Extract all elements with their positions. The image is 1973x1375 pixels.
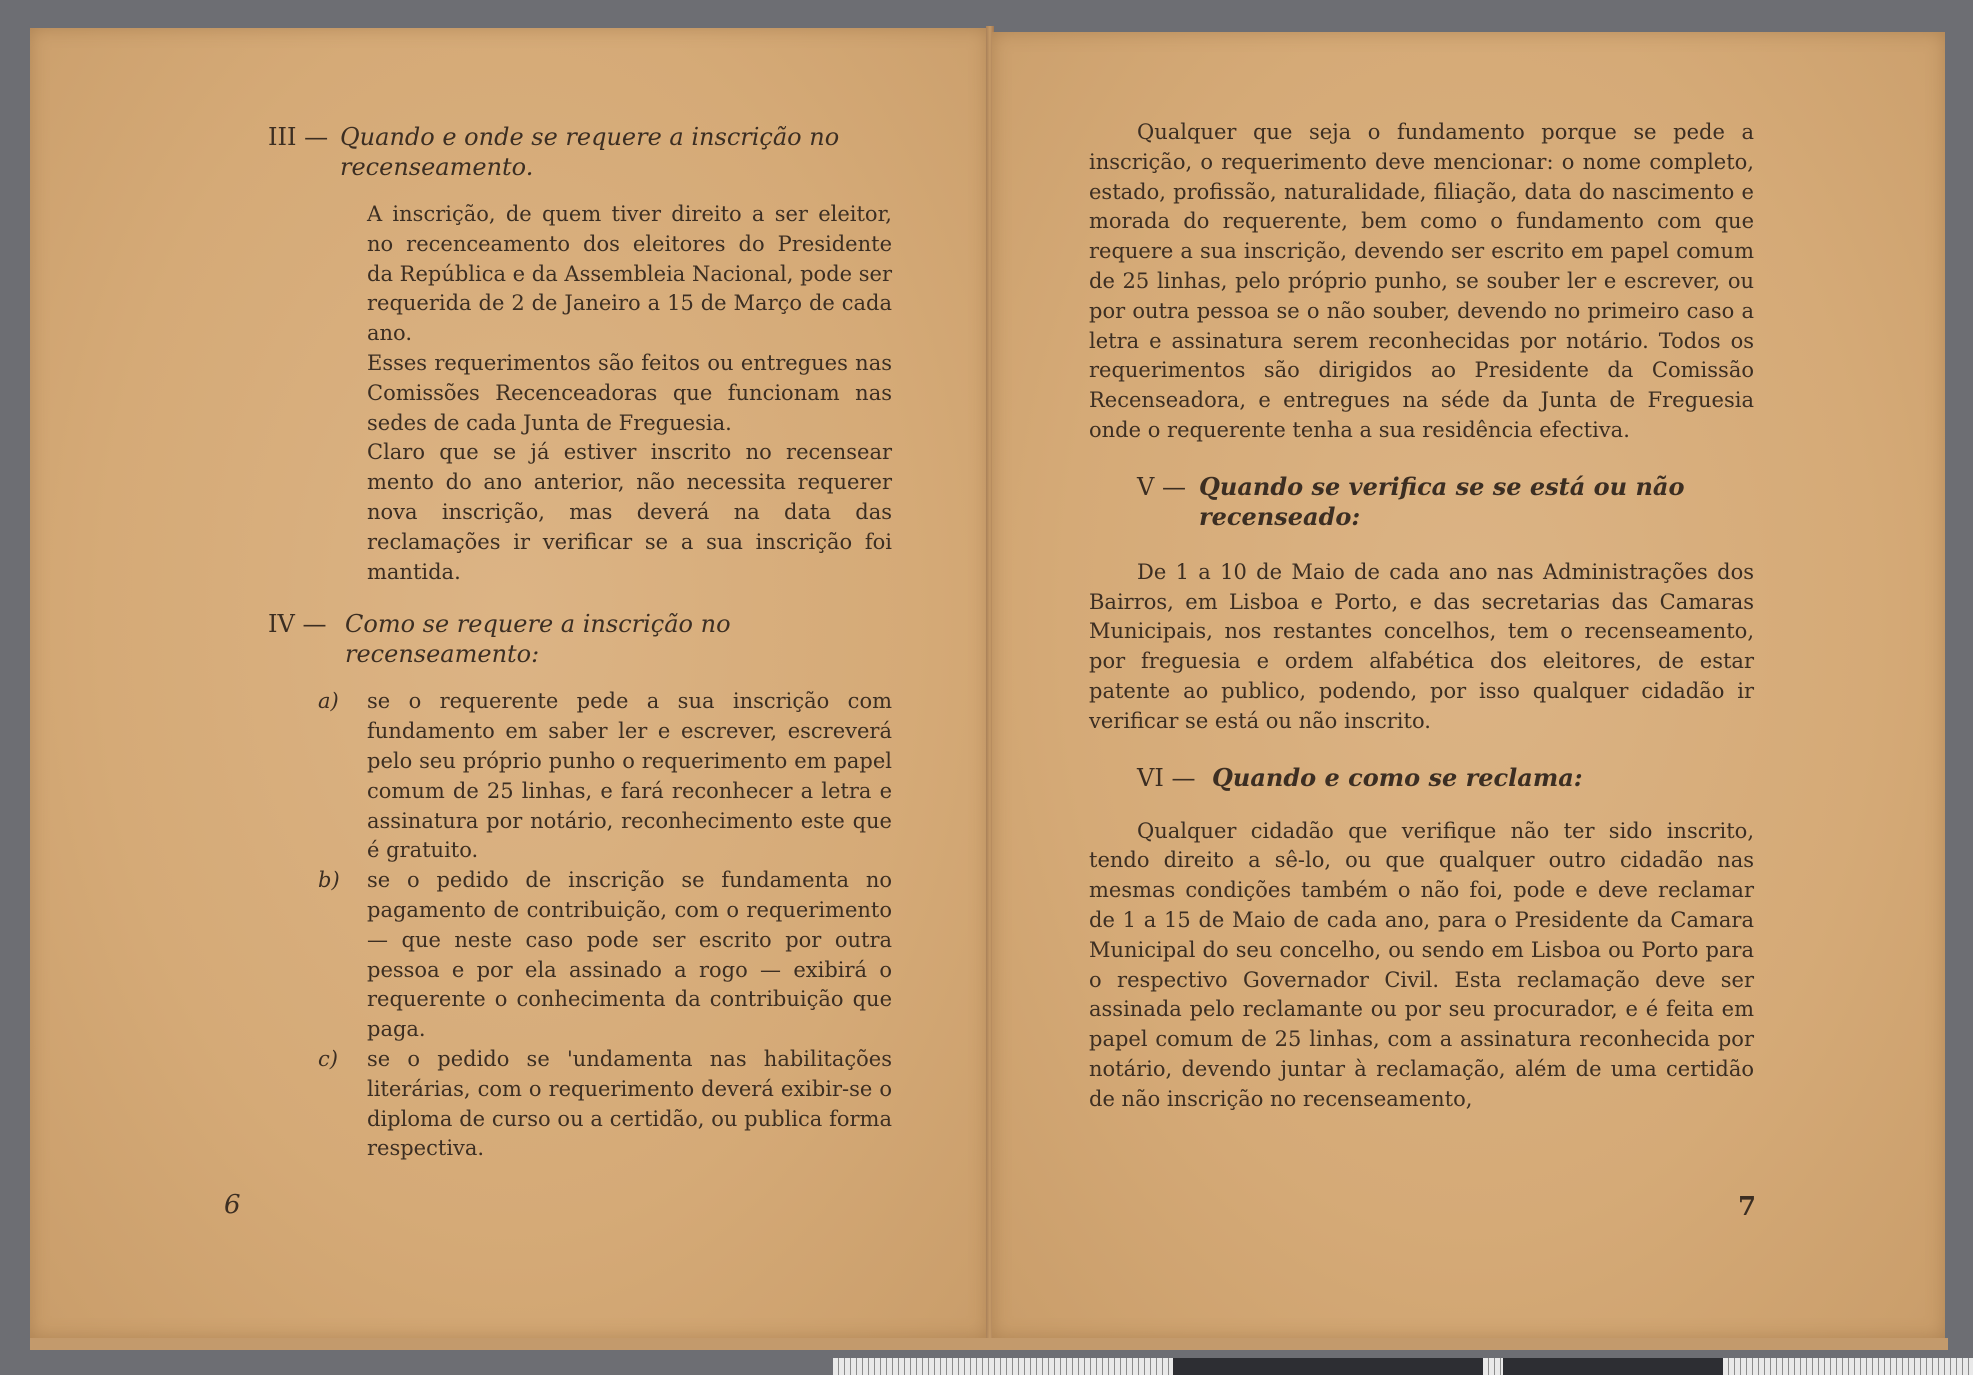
section-iii-number: III —	[268, 123, 329, 151]
section-iv-items	[268, 687, 892, 1164]
section-v-heading	[1089, 472, 1754, 532]
scale-ruler	[833, 1358, 1973, 1375]
ruler-segment	[833, 1358, 1173, 1375]
section-iii-paragraph-1: A inscrição, de quem tiver direito a ser eleitor, no recenceamento dos eleitores do Presidente da República e da Assembleia Nacional, pode ser requerida de 2 de Janeiro a 15 de Março de cada ano.	[367, 202, 892, 346]
section-iii-heading	[268, 122, 892, 182]
ruler-segment	[1503, 1358, 1723, 1375]
right-intro-paragraph: Qualquer que seja o fundamento porque se pede a inscrição, o requerimento deve mencionar: o nome completo, estado, profissão, naturalidade, filiação, data do nascimento e morada do requerente, bem como o fundamento com que requere a sua inscrição, devendo ser escrito em papel comum de 25 linhas, pelo próprio punho, se souber ler e escrever, ou por outra pessoa se o não souber, devendo no primeiro caso a letra e assinatura serem reconhecidas por notário. Todos os requerimentos são dirigidos ao Presidente da Comissão Recenseadora, e entregues na séde da Junta de Freguesia onde o requerente tenha a sua residência efectiva.	[1089, 120, 1754, 442]
section-v-paragraph: De 1 a 10 de Maio de cada ano nas Administrações dos Bairros, em Lisboa e Porto, e das secretarias das Camaras Municipais, nos restantes concelhos, tem o recenseamento, por freguesia e ordem alfabética dos eleitores, de estar patente ao publico, podendo, por isso qualquer cidadão ir verificar se está ou não inscrito.	[1089, 559, 1754, 733]
item-marker: a)	[318, 689, 339, 714]
right-page-number: 7	[1738, 1192, 1757, 1222]
section-iv-item-a	[268, 687, 892, 866]
section-v-title: Quando se verifica se se está ou não recenseado:	[1199, 471, 1685, 531]
ruler-segment	[1723, 1358, 1973, 1375]
item-text: se o requerente pede a sua inscrição com fundamento em saber ler e escrever, escreverá pelo seu próprio punho o requerimento em papel comum de 25 linhas, e fará reconhecer a letra e assinatura por notário, reconhecimento este que é gratuito.	[367, 689, 892, 863]
left-page-number: 6	[224, 1190, 241, 1220]
item-marker: c)	[318, 1046, 338, 1071]
section-vi-title: Quando e como se reclama:	[1212, 762, 1583, 792]
item-text: se o pedido se 'undamenta nas habilitações literárias, com o requerimento deverá exibir-se o diploma de curso ou a certidão, ou publica forma respectiva.	[367, 1046, 892, 1161]
section-iii-title: Quando e onde se requere a inscrição no recenseamento.	[340, 123, 840, 181]
section-iv-item-b	[268, 866, 892, 1045]
section-iv-number: IV —	[268, 610, 327, 639]
item-text: se o pedido de inscrição se fundamenta no pagamento de contribuição, com o requerimento — que neste caso pode ser escrito por outra pessoa e por ela assinado a rogo — exibirá o requerente o conhecimenta da contribuição que paga.	[367, 868, 892, 1042]
section-iv-title: Como se requere a inscrição no recenseamento:	[345, 610, 731, 669]
section-iii-paragraph-2: Esses requerimentos são feitos ou entregues nas Comissões Recenceadoras que funcionam nas sedes de cada Junta de Freguesia.	[367, 350, 892, 435]
item-marker: b)	[318, 868, 340, 893]
section-iii-paragraph-3: Claro que se já estiver inscrito no recensear mento do ano anterior, não necessita requerer nova inscrição, mas deverá na data das reclamações ir verificar se a sua inscrição foi mantida.	[367, 440, 892, 584]
section-iii-body	[268, 200, 892, 587]
ruler-segment	[1173, 1358, 1483, 1375]
section-v-number: V —	[1137, 472, 1186, 501]
left-page-text	[268, 122, 892, 1164]
ruler-segment	[1483, 1358, 1503, 1375]
section-iv-item-c	[268, 1045, 892, 1164]
page-bottom-edge	[30, 1338, 1948, 1350]
section-vi-number: VI —	[1137, 763, 1196, 792]
section-vi-heading	[1089, 763, 1754, 793]
section-iv-heading	[268, 609, 892, 669]
right-page-text	[1089, 118, 1754, 1115]
section-vi-paragraph: Qualquer cidadão que verifique não ter sido inscrito, tendo direito a sê-lo, ou que qualquer outro cidadão nas mesmas condições também o não foi, pode e deve reclamar de 1 a 15 de Maio de cada ano, para o Presidente da Camara Municipal do seu concelho, ou sendo em Lisboa ou Porto para o respectivo Governador Civil. Esta reclamação deve ser assinada pelo reclamante ou por seu procurador, e é feita em papel comum de 25 linhas, com a assinatura reconhecida por notário, devendo juntar à reclamação, além de uma certidão de não inscrição no recenseamento,	[1089, 818, 1754, 1111]
